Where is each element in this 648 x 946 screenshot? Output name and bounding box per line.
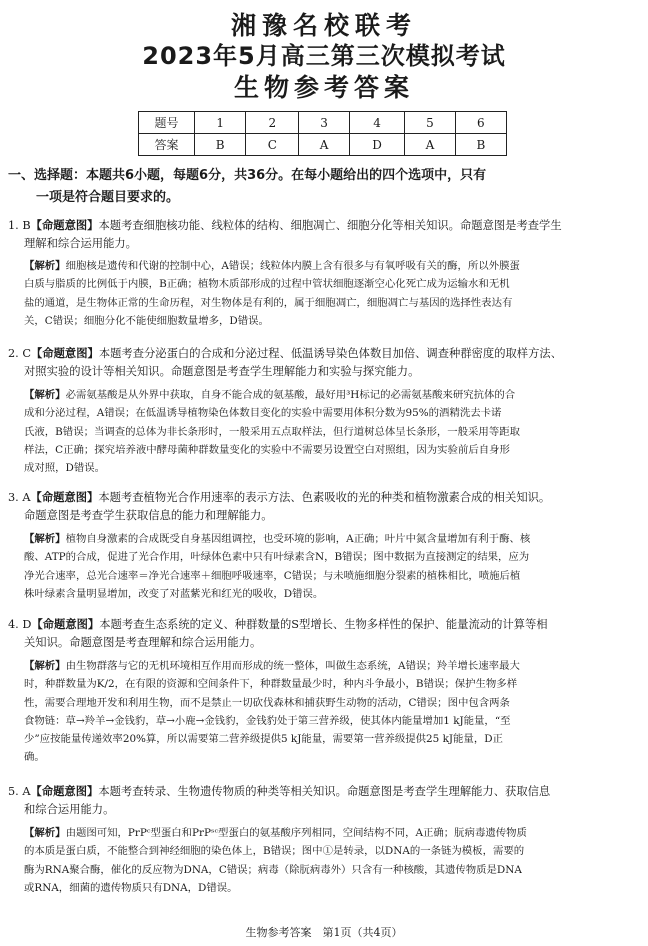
intent-label: 【命题意图】 xyxy=(30,218,99,232)
text-line: 本题考查细胞核功能、线粒体的结构、细胞凋亡、细胞分化等相关知识。命题意图是考查学生 xyxy=(98,219,562,232)
text-line: 必需氨基酸是从外界中获取，自身不能合成的氨基酸，最好用³H标记的必需氨基酸来研究抗体的合 xyxy=(65,389,516,401)
text-line: 本题考查分泌蛋白的合成和分泌过程、低温诱导染色体数目加倍、调查种群密度的取样方法、 xyxy=(98,347,562,360)
q5-head: 5. A xyxy=(8,785,31,798)
text-line: 白质与脂质的比例低于内膜，B正确；植物木质部形成的过程中管状细胞逐渐空心化死亡成为运输水和无机 xyxy=(24,278,510,291)
text-line: 确。 xyxy=(24,751,45,764)
question-number-cell: 4 xyxy=(349,112,404,134)
q3-head: 3. A xyxy=(8,491,31,504)
q3-analysis xyxy=(24,530,638,603)
text-line: 本题考查植物光合作用速率的表示方法、色素吸收的光的种类和植物激素合成的相关知识。 xyxy=(98,491,551,504)
text-line: 和综合运用能力。 xyxy=(24,803,115,816)
intent-label: 【命题意图】 xyxy=(30,784,99,798)
answer-row xyxy=(139,134,507,156)
q1-intent xyxy=(8,216,638,236)
q2-head: 2. C xyxy=(8,347,32,360)
answer-cell: B xyxy=(195,134,246,156)
text-line: 盐的通道，是生物体正常的生命历程，对生物体是有利的，属于细胞凋亡，细胞凋亡与基因的选择性表达有 xyxy=(24,296,513,309)
text-line: 氏液，B错误；当调查的总体为非长条形时，一般采用五点取样法，但行道树总体呈长条形，一般采用等距取 xyxy=(24,425,520,438)
section-heading-line: 一、选择题：本题共6小题，每题6分，共36分。在每小题给出的四个选项中，只有 xyxy=(8,168,487,183)
text-line: 或RNA，细菌的遗传物质只有DNA，D错误。 xyxy=(24,881,238,894)
exam-union-title: 湘豫名校联考 xyxy=(230,11,417,40)
answer-key-title: 生物参考答案 xyxy=(233,73,414,102)
text-line: 植物自身激素的合成既受自身基因组调控，也受环境的影响，A正确；叶片中氮含量增加有利于酶、核 xyxy=(65,533,531,545)
text-line: 本题考查转录、生物遗传物质的种类等相关知识。命题意图是考查学生理解能力、获取信息 xyxy=(98,785,551,798)
text-line: 细胞核是遗传和代谢的控制中心，A错误；线粒体内膜上含有很多与有氧呼吸有关的酶，所以外膜蛋 xyxy=(65,260,520,272)
text-line: 少”应按能量传递效率20%算，所以需要第二营养级提供5 kJ能量，需要第一营养级提供25 kJ能量，D正 xyxy=(24,733,503,746)
answer-table xyxy=(138,111,507,156)
q2-intent xyxy=(8,344,638,364)
q4-intent xyxy=(8,615,638,635)
text-line: 由生物群落与它的无机环境相互作用而形成的统一整体，叫做生态系统，A错误；羚羊增长速率最大 xyxy=(65,660,520,672)
text-line: 性，需要合理地开发和利用生物，而不是禁止一切砍伐森林和捕获野生动物的活动，C错误；图中包含两条 xyxy=(24,696,510,709)
answer-cell: A xyxy=(405,134,455,156)
q1-analysis xyxy=(24,257,638,330)
q5-intent xyxy=(8,782,638,802)
intent-label: 【命题意图】 xyxy=(30,490,99,504)
answer-cell: A xyxy=(299,134,349,156)
question-number-cell: 2 xyxy=(246,112,299,134)
question-number-cell: 6 xyxy=(455,112,506,134)
q4-analysis xyxy=(24,657,638,767)
analysis-label: 【解析】 xyxy=(24,389,66,401)
intent-label: 【命题意图】 xyxy=(31,346,99,360)
question-number-cell: 1 xyxy=(195,112,246,134)
text-line: 理解和综合运用能力。 xyxy=(24,237,137,250)
exam-session-title: 2023年5月高三第三次模拟考试 xyxy=(142,42,506,70)
text-line: 本题考查生态系统的定义、种群数量的S型增长、生物多样性的保护、能量流动的计算等相 xyxy=(99,618,548,631)
text-line: 关知识。命题意图是考查理解和综合运用能力。 xyxy=(24,636,262,649)
q1-head: 1. B xyxy=(8,219,31,232)
answer-label: 答案 xyxy=(139,134,195,156)
section-heading xyxy=(8,165,640,209)
text-line: 株叶绿素含量明显增加，改变了对蓝紫光和红光的吸收，D错误。 xyxy=(24,587,324,600)
question-number-cell: 3 xyxy=(299,112,349,134)
answer-cell: B xyxy=(455,134,506,156)
text-line: 关，C错误；细胞分化不能使细胞数量增多，D错误。 xyxy=(24,314,269,327)
q2-analysis xyxy=(24,386,638,477)
text-line: 样法，C正确；探究培养液中酵母菌种群数量变化的实验中不需要另设置空白对照组，因为实验前后自身形 xyxy=(24,443,510,456)
q5-analysis xyxy=(24,824,638,897)
analysis-label: 【解析】 xyxy=(24,533,66,545)
analysis-label: 【解析】 xyxy=(24,827,66,839)
page-footer: 生物参考答案 第1页（共4页） xyxy=(245,926,403,939)
answer-cell: D xyxy=(349,134,404,156)
text-line: 命题意图是考查学生获取信息的能力和理解能力。 xyxy=(24,509,273,522)
q3-intent xyxy=(8,488,638,508)
text-line: 酶为RNA聚合酶，催化的反应物为DNA，C错误；病毒（除朊病毒外）只含有一种核酸，其遗传物质是DNA xyxy=(24,863,522,876)
text-line: 成和分泌过程，A错误；在低温诱导植物染色体数目变化的实验中需要用体积分数为95%的酒精洗去卡诺 xyxy=(24,407,502,420)
text-line: 的本质是蛋白质，不能整合到神经细胞的染色体上，B错误；图中①是转录，以DNA的一条链为模板，需要的 xyxy=(24,845,525,858)
text-line: 酸、ATP的合成，促进了光合作用，叶绿体色素中只有叶绿素含N，B错误；图中数据为直接测定的结果，应为 xyxy=(24,551,530,564)
intent-label: 【命题意图】 xyxy=(31,617,100,631)
question-number-label: 题号 xyxy=(139,112,195,134)
question-number-cell: 5 xyxy=(405,112,455,134)
text-line: 净光合速率，总光合速率＝净光合速率＋细胞呼吸速率，C错误；与未喷施细胞分裂素的植株相比，喷施后植 xyxy=(24,569,521,582)
q4-head: 4. D xyxy=(8,618,32,631)
question-number-row xyxy=(139,112,507,134)
text-line: 成对照，D错误。 xyxy=(24,462,106,475)
analysis-label: 【解析】 xyxy=(24,260,66,272)
text-line: 食物链：草→羚羊→金钱豹，草→小鹿→金钱豹，金钱豹处于第三营养级，使其体内能量增加1 kJ能量，“至 xyxy=(24,714,511,727)
analysis-label: 【解析】 xyxy=(24,660,66,672)
text-line: 由题图可知，PrPᶜ型蛋白和PrPˢᶜ型蛋白的氨基酸序列相同，空间结构不同，A正确；朊病毒遗传物质 xyxy=(65,827,527,839)
text-line: 对照实验的设计等相关知识。命题意图是考查学生理解能力和实验与探究能力。 xyxy=(24,365,420,378)
section-heading-line: 一项是符合题目要求的。 xyxy=(36,190,180,205)
answer-cell: C xyxy=(246,134,299,156)
text-line: 时，种群数量为K/2，在有限的资源和空间条件下，种群数量最少时，种内斗争最小，B错误；保护生物多样 xyxy=(24,678,518,691)
